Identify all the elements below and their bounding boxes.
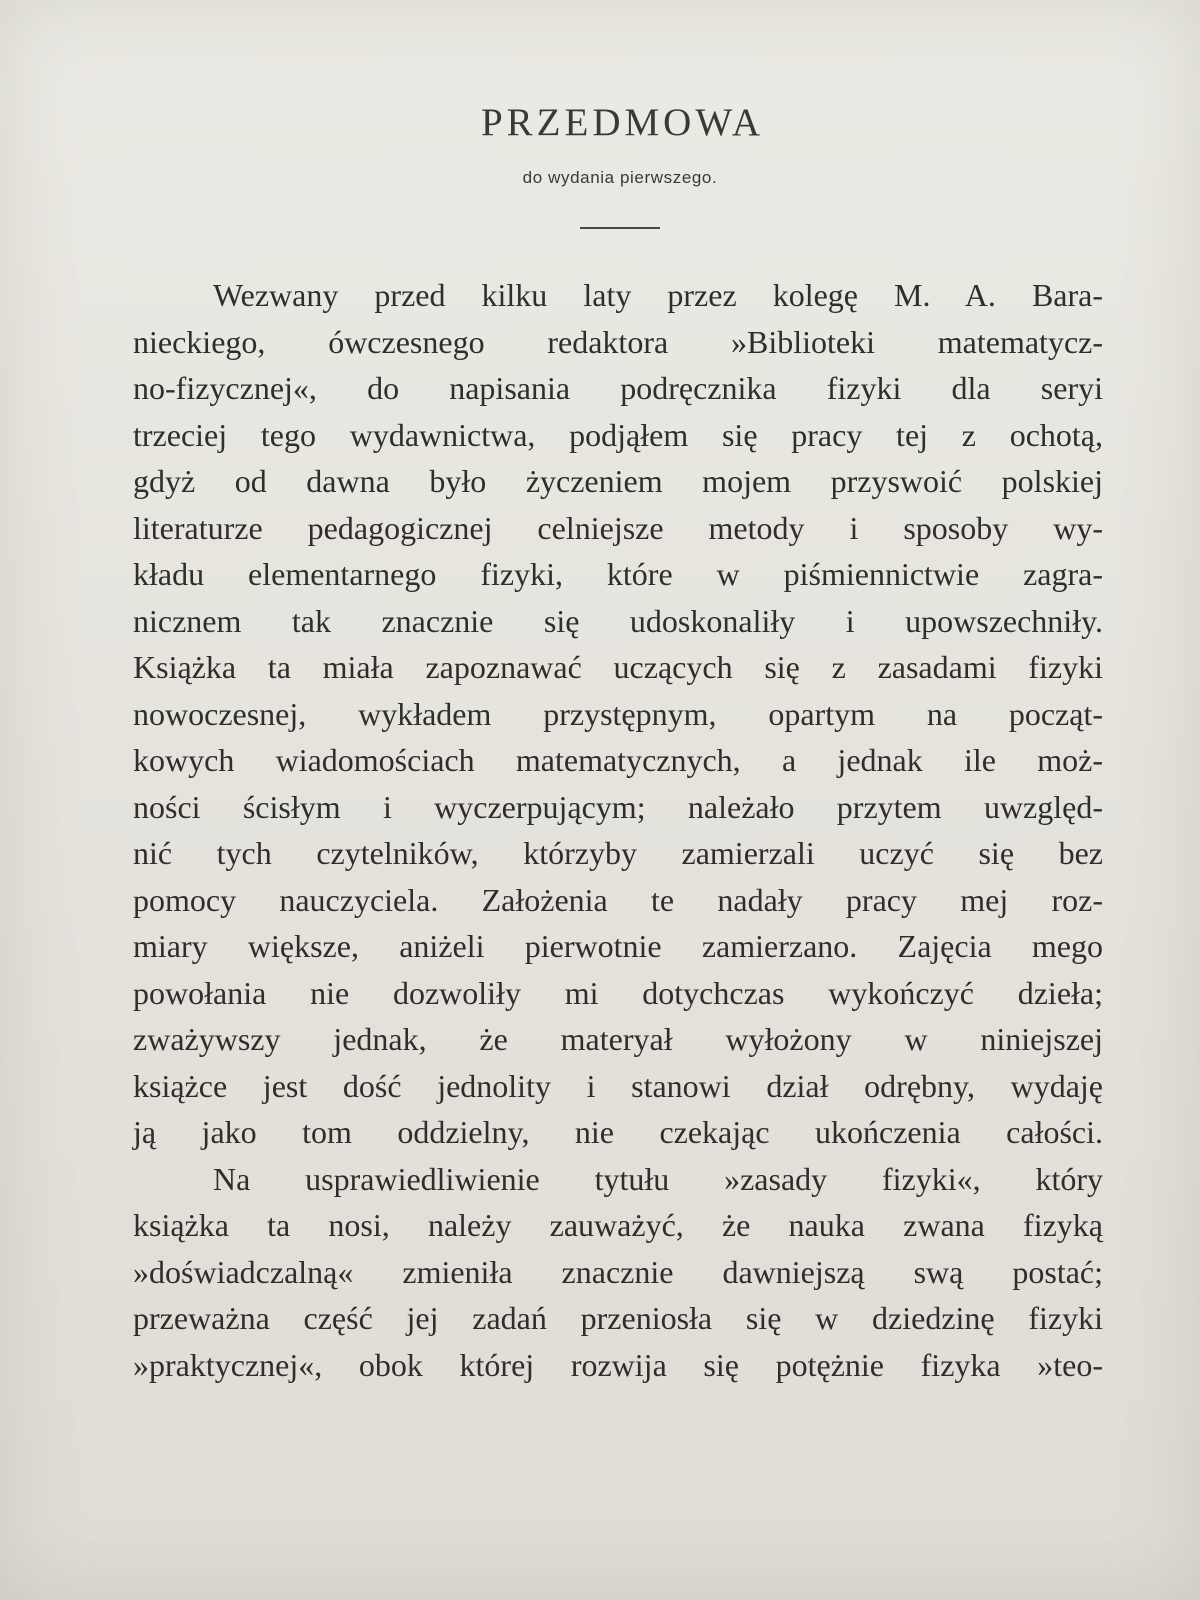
text-line: Wezwany przed kilku laty przez kolegę M. A. Bara-	[213, 277, 1103, 313]
text-line: literaturze pedagogicznej celniejsze metody i sposoby wy-	[133, 509, 1103, 546]
text-line: miary większe, aniżeli pierwotnie zamierzano. Zajęcia mego	[133, 928, 1103, 964]
text-line: powołania nie dozwoliły mi dotychczas wykończyć dzieła;	[133, 974, 1103, 1011]
title-divider	[580, 227, 660, 229]
text-line: pomocy nauczyciela. Założenia te nadały pracy mej roz-	[133, 881, 1103, 918]
text-line: książka ta nosi, należy zauważyć, że nauka zwana fizyką	[133, 1207, 1103, 1243]
text-line: przeważna część jej zadań przeniosła się w dziedzinę fizyki	[133, 1300, 1103, 1336]
text-line: nieckiego, ówczesnego redaktora »Biblioteki matematycz-	[133, 323, 1103, 360]
text-line: ności ścisłym i wyczerpującym; należało przytem uwzględ-	[133, 788, 1103, 825]
text-line: gdyż od dawna było życzeniem mojem przyswoić polskiej	[133, 463, 1103, 499]
preface-text	[133, 272, 1103, 1388]
text-line: kowych wiadomościach matematycznych, a jednak ile moż-	[133, 742, 1103, 778]
text-line: książce jest dość jednolity i stanowi dział odrębny, wydaję	[133, 1067, 1103, 1104]
text-line: nić tych czytelników, którzyby zamierzali uczyć się bez	[133, 835, 1103, 871]
text-line: »praktycznej«, obok której rozwija się potężnie fizyka »teo-	[133, 1346, 1103, 1383]
text-line: nicznem tak znacznie się udoskonaliły i upowszechniły.	[133, 602, 1103, 639]
text-line: ją jako tom oddzielny, nie czekając ukończenia całości.	[133, 1114, 1103, 1150]
page-title: PRZEDMOWA	[480, 101, 764, 144]
page-subtitle: do wydania pierwszego.	[522, 168, 718, 187]
text-line: zważywszy jednak, że materyał wyłożony w niniejszej	[133, 1021, 1103, 1057]
text-line: no-fizycznej«, do napisania podręcznika fizyki dla seryi	[133, 370, 1103, 406]
text-line: Na usprawiedliwienie tytułu »zasady fizyki«, który	[213, 1160, 1103, 1197]
text-line: kładu elementarnego fizyki, które w piśmiennictwie zagra-	[133, 556, 1103, 592]
text-line: nowoczesnej, wykładem przystępnym, opartym na począt-	[133, 695, 1103, 732]
text-line: Książka ta miała zapoznawać uczących się z zasadami fizyki	[133, 649, 1103, 685]
text-line: »doświadczalną« zmieniła znacznie dawniejszą swą postać;	[133, 1253, 1103, 1290]
text-line: trzeciej tego wydawnictwa, podjąłem się pracy tej z ochotą,	[133, 416, 1103, 453]
